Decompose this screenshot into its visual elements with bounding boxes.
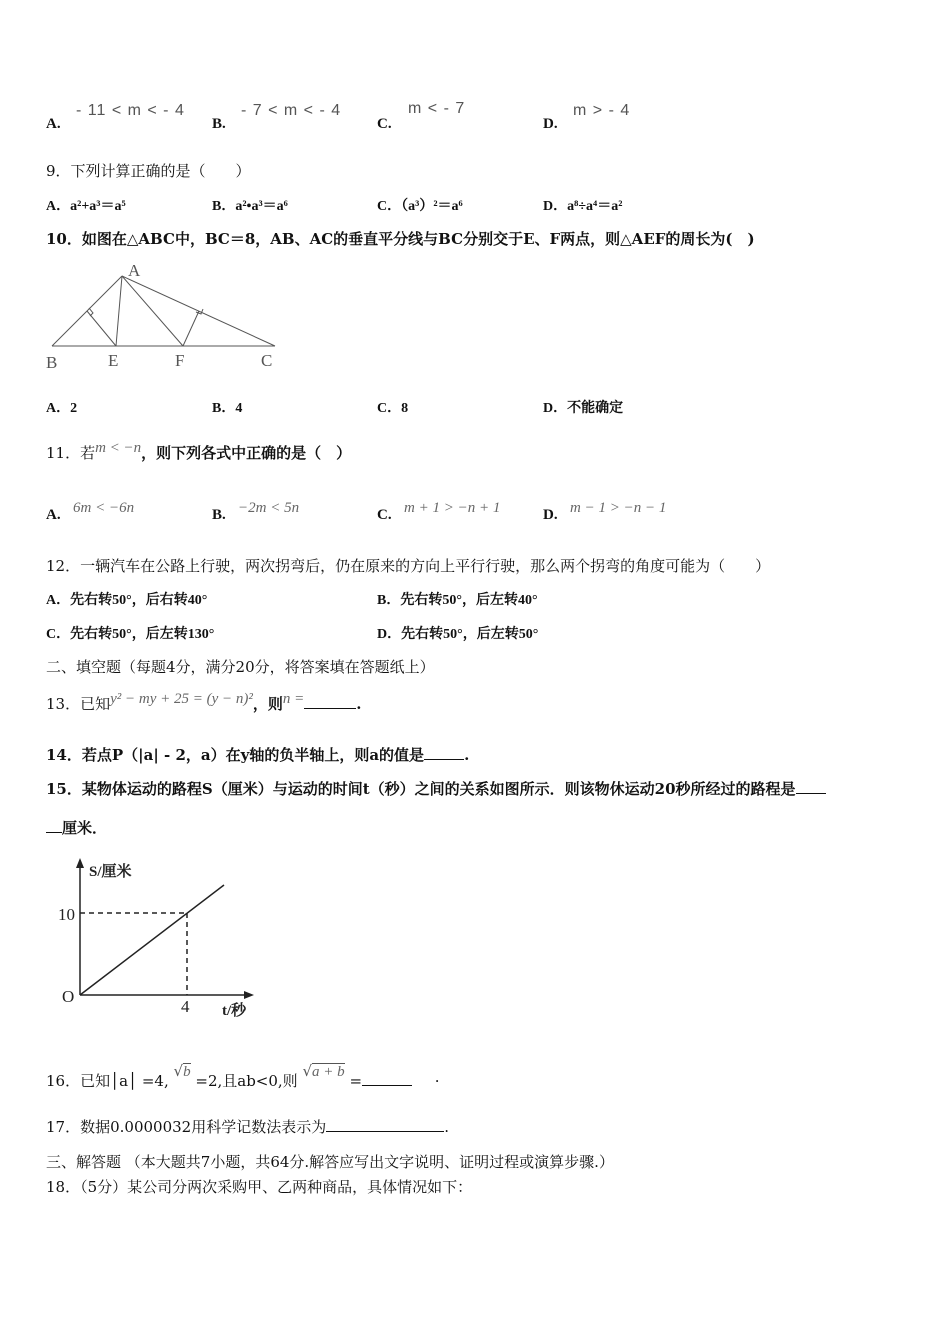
q11-option-d-expr: m − 1 > −n − 1 (570, 500, 667, 516)
q10-option-d: D．不能确定 (543, 401, 624, 416)
q8-option-a-label: A. (46, 116, 61, 132)
q12-option-d: D．先右转50°，后左转50° (377, 627, 539, 642)
q15-answer-blank-a (796, 779, 826, 794)
q9-stem: 9．下列计算正确的是（ ） (46, 162, 251, 180)
q12-option-b: B．先右转50°，后左转40° (377, 593, 538, 608)
q11-stem: 11．若m < −n，则下列各式中正确的是（ ） (46, 440, 352, 462)
q10-label-e: E (108, 351, 119, 370)
q10-label-f: F (175, 351, 185, 370)
q8-option-c-expr: m < - 7 (408, 100, 466, 117)
q16-sqrt-b: √b (173, 1062, 191, 1080)
q12-option-a: A．先右转50°，后右转40° (46, 593, 208, 608)
section-3-heading: 三、解答题 （本大题共7小题，共64分.解答应写出文字说明、证明过程或演算步骤.） (46, 1153, 614, 1171)
q9-option-b: B．a²•a³＝a⁶ (212, 199, 288, 214)
q15-y-label: S/厘米 (89, 864, 132, 880)
q10-option-b: B．4 (212, 401, 243, 416)
q11-option-a-label: A. (46, 507, 61, 523)
q14-stem: 14．若点P（|a| - 2，a）在y轴的负半轴上，则a的值是 . (46, 746, 470, 764)
q10-label-c: C (261, 351, 273, 370)
q11-option-d-label: D. (543, 507, 558, 523)
q11-option-b-label: B. (212, 507, 226, 523)
q15-distance-time-graph (56, 852, 276, 1027)
q15-origin: O (62, 987, 75, 1006)
q8-option-b-expr: - 7 < m < - 4 (241, 102, 342, 119)
q15-stem-line2: 厘米． (46, 818, 107, 838)
q11-option-b-expr: −2m < 5n (238, 500, 300, 516)
q17-stem: 17．数据0.0000032用科学记数法表示为 . (46, 1118, 449, 1136)
q8-option-d-label: D. (543, 116, 558, 132)
q11-condition: m < −n (95, 440, 142, 456)
q10-perp-bisector-ab (87, 311, 116, 346)
q16-stem: 16．已知│a│ =4, √b =2,且ab<0,则 √a + b = · (46, 1062, 440, 1090)
q10-option-a: A．2 (46, 401, 78, 416)
q11-option-a-expr: 6m < −6n (73, 500, 135, 516)
q15-x-label: t/秒 (222, 1003, 247, 1019)
q13-answer-blank (304, 694, 356, 709)
q9-option-c: C．（a³）²＝a⁶ (377, 199, 463, 214)
q16-sqrt-a-plus-b: √a + b (302, 1062, 345, 1080)
q15-x-tick: 4 (181, 997, 190, 1016)
q8-option-c-label: C. (377, 116, 392, 132)
q8-option-b-label: B. (212, 116, 226, 132)
q11-option-c-expr: m + 1 > −n + 1 (404, 500, 501, 516)
q15-y-tick: 10 (58, 905, 75, 924)
q12-option-c: C．先右转50°，后左转130° (46, 627, 215, 642)
q12-stem: 12．一辆汽车在公路上行驶，两次拐弯后，仍在原来的方向上平行行驶，那么两个拐弯的角度可能为（ ） (46, 557, 771, 575)
q10-segment-ae (116, 276, 122, 346)
q8-option-a-expr: - 11 < m < - 4 (76, 102, 185, 119)
q13-stem: 13．已知y² − my + 25 = (y − n)²，则n = . (46, 691, 362, 713)
q10-perp-bisector-ac (183, 311, 199, 346)
q15-answer-blank-b (46, 818, 62, 833)
q10-segment-af (122, 276, 183, 346)
q15-x-arrow (244, 991, 254, 999)
section-2-heading: 二、填空题（每题4分，满分20分，将答案填在答题纸上） (46, 658, 435, 676)
q15-data-line (80, 885, 224, 995)
q15-y-arrow (76, 858, 84, 868)
q16-answer-blank (362, 1071, 412, 1086)
q10-option-c: C．8 (377, 401, 409, 416)
q18-stem: 18．（5分）某公司分两次采购甲、乙两种商品，具体情况如下： (46, 1178, 473, 1196)
q9-option-a: A．a²+a³＝a⁵ (46, 199, 126, 214)
q13-equation: y² − my + 25 = (y − n)² (110, 691, 253, 707)
q14-answer-blank (424, 745, 464, 760)
q10-triangle-figure (40, 256, 290, 376)
q10-label-b: B (46, 353, 58, 372)
q8-option-d-expr: m > - 4 (573, 102, 631, 119)
q10-label-a: A (128, 261, 141, 280)
q15-stem-line1: 15．某物体运动的路程S（厘米）与运动的时间t（秒）之间的关系如图所示．则该物休运动20秒所经过的路程是 (46, 779, 826, 799)
q10-stem: 10．如图在△ABC中，BC＝8，AB、AC的垂直平分线与BC分别交于E、F两点，则△AEF的周长为( ) (46, 230, 755, 248)
q17-answer-blank (326, 1117, 444, 1132)
q11-option-c-label: C. (377, 507, 392, 523)
q9-option-d: D．a⁸÷a⁴＝a² (543, 199, 623, 214)
